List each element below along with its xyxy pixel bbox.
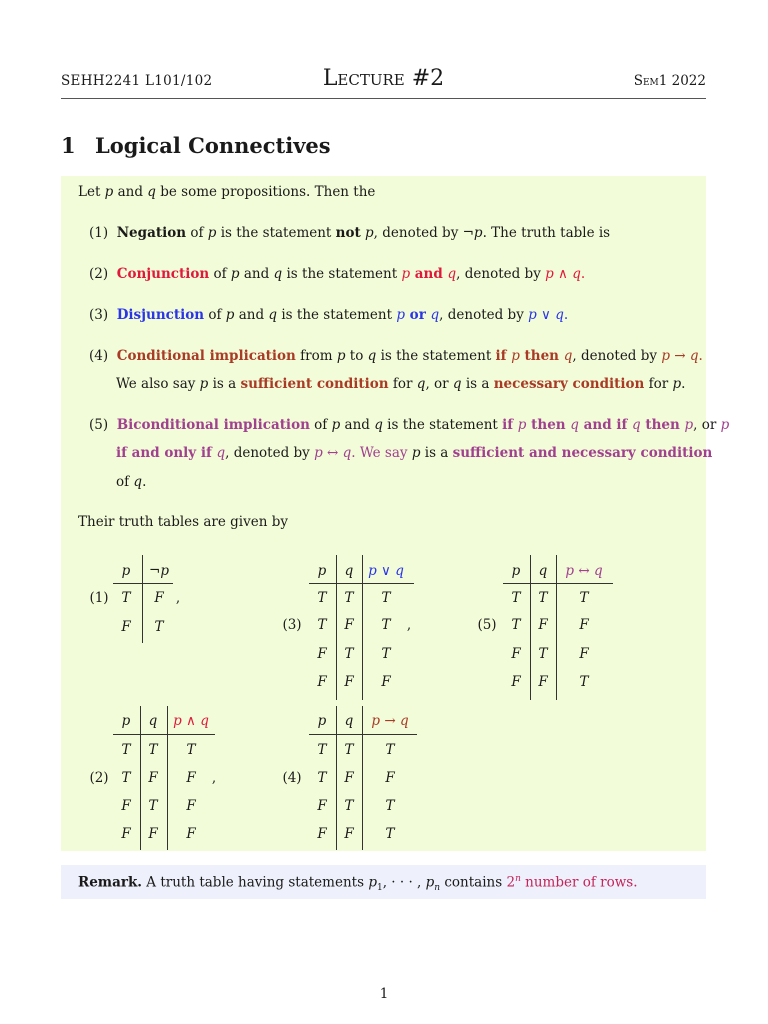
table-cell: F	[121, 619, 131, 635]
intro-line: Let p and q be some propositions. Then the	[78, 184, 376, 200]
section-title: Logical Connectives	[95, 133, 331, 158]
table-header: p → q	[371, 713, 409, 729]
header-rule	[503, 583, 613, 584]
section-heading	[61, 133, 331, 158]
table-header: p	[511, 563, 521, 579]
remark-label: Remark.	[78, 874, 143, 891]
header-rule	[113, 583, 173, 584]
table-label: (2)	[89, 770, 109, 786]
term-biconditional: Biconditional implication	[116, 417, 310, 433]
section-number: 1	[61, 133, 76, 158]
table-header: q	[538, 563, 548, 579]
semester: Sem1 2022	[633, 73, 706, 89]
item-number: (4)	[89, 348, 109, 364]
item-biconditional-line3: of q.	[116, 474, 147, 490]
table-label: (5)	[477, 617, 497, 633]
table-header: p	[317, 563, 327, 579]
table-trail: ,	[211, 770, 217, 786]
term-disjunction: Disjunction	[116, 307, 205, 323]
table-header: q	[148, 713, 158, 729]
table-header: p	[121, 563, 131, 579]
table-header: p	[317, 713, 327, 729]
table-cell: T	[154, 619, 164, 635]
item-biconditional-line2: if and only if q, denoted by p ↔ q. We say p is a sufficient and necessary condition	[116, 445, 713, 461]
column-rule	[142, 555, 143, 643]
table-header: p ↔ q	[565, 563, 603, 579]
running-header	[61, 66, 706, 99]
lecture-title: Lecture #2	[322, 66, 445, 91]
table-header: q	[344, 563, 354, 579]
table-label: (3)	[282, 617, 302, 633]
table-trail: ,	[406, 617, 412, 633]
column-rule	[362, 555, 363, 700]
item-number: (3)	[89, 307, 109, 323]
table-cell: T	[121, 590, 131, 606]
column-rule	[167, 706, 168, 850]
item-number: (5)	[89, 417, 109, 433]
header-rule	[309, 734, 417, 735]
item-disjunction: (3) Disjunction of p and q is the statement p or q, denoted by p ∨ q.	[89, 307, 569, 323]
table-label: (4)	[282, 770, 302, 786]
table-cell: F	[154, 590, 164, 606]
item-conditional: (4) Conditional implication from p to q is the statement if p then q, denoted by p → q.	[89, 348, 703, 364]
column-rule	[556, 555, 557, 700]
item-number: (2)	[89, 266, 109, 282]
term-conjunction: Conjunction	[116, 266, 210, 282]
table-header: q	[344, 713, 354, 729]
course-code: SEHH2241 L101/102	[61, 73, 213, 89]
page-number: 1	[379, 986, 389, 1002]
table-header: p	[121, 713, 131, 729]
table-header: ¬p	[149, 563, 169, 579]
table-header: p ∨ q	[368, 563, 404, 579]
header-rule	[113, 734, 215, 735]
column-rule	[362, 706, 363, 850]
item-biconditional: (5) Biconditional implication of p and q is the statement if p then q and if q then p, or p	[89, 417, 730, 433]
item-conditional-line2: We also say p is a sufficient condition for q, or q is a necessary condition for p.	[116, 376, 686, 392]
truth-tables-intro: Their truth tables are given by	[78, 514, 288, 530]
item-conjunction: (2) Conjunction of p and q is the statement p and q, denoted by p ∧ q.	[89, 266, 586, 282]
table-header: p ∧ q	[173, 713, 209, 729]
term-conditional: Conditional implication	[116, 348, 296, 364]
table-trail: ,	[175, 590, 181, 606]
item-negation: (1) Negation of p is the statement not p, denoted by ¬p. The truth table is	[89, 225, 611, 241]
remark-text: Remark. A truth table having statements $p_1$, · · · , $p_n$ contains 2$^n$ number of rows.	[78, 874, 638, 894]
item-number: (1)	[89, 225, 109, 241]
table-label: (1)	[89, 590, 109, 606]
term-negation: Negation	[116, 225, 187, 241]
